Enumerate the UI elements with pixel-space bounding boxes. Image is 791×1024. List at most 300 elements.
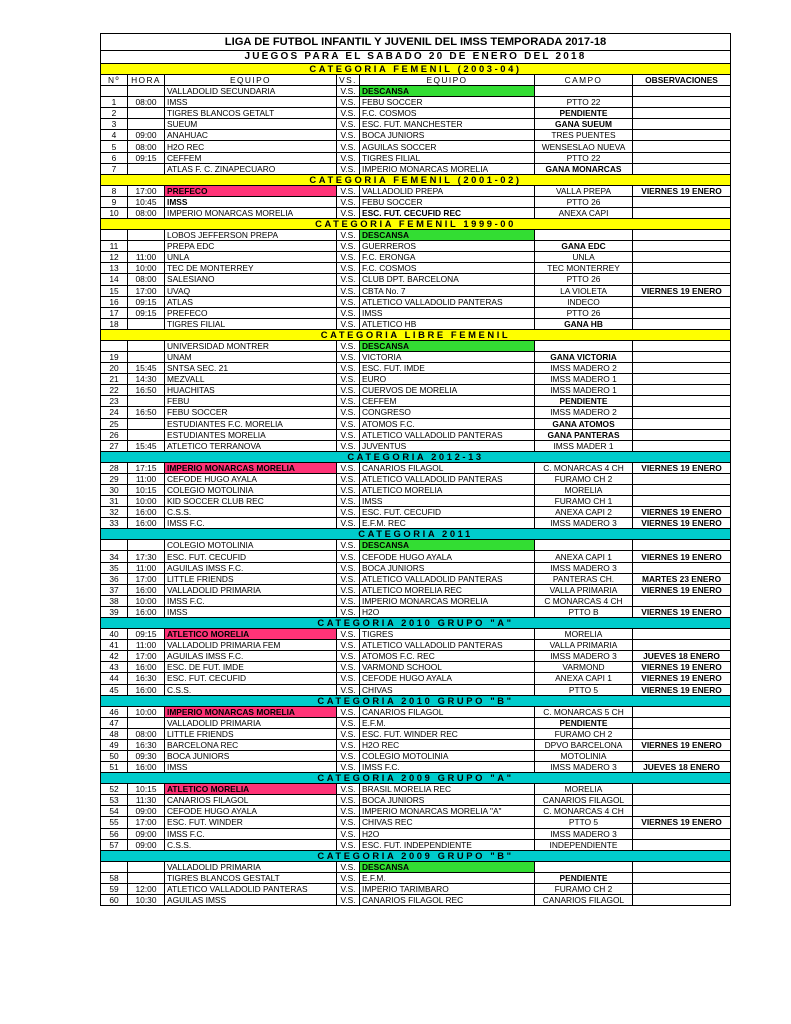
table-row	[101, 507, 731, 518]
observation	[633, 296, 731, 307]
away-team: E.F.M. REC	[360, 518, 535, 529]
home-team: AGUILAS IMSS F.C.	[165, 651, 337, 662]
vs-label: V.S.	[337, 540, 360, 551]
field-name: PANTERAS CH.	[535, 573, 633, 584]
match-number: 28	[101, 462, 128, 473]
home-team: MEZVALL	[165, 374, 337, 385]
away-team: ATLETICO VALLADOLID PANTERAS	[360, 429, 535, 440]
home-team: IMSS F.C.	[165, 518, 337, 529]
observation	[633, 351, 731, 362]
table-row	[101, 241, 731, 252]
match-number: 19	[101, 351, 128, 362]
vs-label: V.S.	[337, 684, 360, 695]
home-team: VALLADOLID SECUNDARIA	[165, 86, 337, 97]
field-name: PTTO 22	[535, 97, 633, 108]
header-hora: HORA	[128, 75, 165, 86]
field-name: IMSS MADERO 2	[535, 407, 633, 418]
table-row	[101, 750, 731, 761]
vs-label: V.S.	[337, 895, 360, 906]
observation	[633, 872, 731, 883]
home-team: UNIVERSIDAD MONTRER	[165, 340, 337, 351]
observation	[633, 429, 731, 440]
vs-label: V.S.	[337, 207, 360, 218]
home-team: CEFODE HUGO AYALA	[165, 806, 337, 817]
vs-label: V.S.	[337, 396, 360, 407]
home-team: TIGRES BLANCOS GESTALT	[165, 872, 337, 883]
table-row	[101, 540, 731, 551]
away-team: CHIVAS REC	[360, 817, 535, 828]
away-team: CEFFEM	[360, 396, 535, 407]
field-name: ANEXA CAPI 2	[535, 507, 633, 518]
away-team: CANARIOS FILAGOL REC	[360, 895, 535, 906]
match-time: 08:00	[128, 274, 165, 285]
observation	[633, 141, 731, 152]
field-name: PTTO B	[535, 606, 633, 617]
field-name: GANA PANTERAS	[535, 429, 633, 440]
match-time: 09:15	[128, 307, 165, 318]
vs-label: V.S.	[337, 828, 360, 839]
home-team: VALLADOLID PRIMARIA	[165, 861, 337, 872]
home-team: ESC. DE FUT. IMDE	[165, 662, 337, 673]
match-number: 23	[101, 396, 128, 407]
away-team: COLEGIO MOTOLINIA	[360, 750, 535, 761]
match-time: 08:00	[128, 97, 165, 108]
match-time: 17:15	[128, 462, 165, 473]
home-team: HUACHITAS	[165, 385, 337, 396]
observation: VIERNES 19 ENERO	[633, 584, 731, 595]
vs-label: V.S.	[337, 263, 360, 274]
match-time: 16:00	[128, 507, 165, 518]
table-row	[101, 196, 731, 207]
table-row	[101, 108, 731, 119]
home-team: BOCA JUNIORS	[165, 750, 337, 761]
table-row	[101, 396, 731, 407]
away-team: ATLETICO VALLADOLID PANTERAS	[360, 473, 535, 484]
observation	[633, 496, 731, 507]
match-time: 16:50	[128, 385, 165, 396]
header-vs: VS.	[337, 75, 360, 86]
table-row	[101, 883, 731, 894]
match-number: 57	[101, 839, 128, 850]
away-team: DESCANSA	[360, 230, 535, 241]
match-number: 31	[101, 496, 128, 507]
home-team: LOBOS JEFFERSON PREPA	[165, 230, 337, 241]
match-number: 51	[101, 762, 128, 773]
away-team: AGUILAS SOCCER	[360, 141, 535, 152]
category-title: CATEGORIA FEMENIL (2003-04)	[101, 64, 731, 75]
observation	[633, 241, 731, 252]
games-date-title: JUEGOS PARA EL SABADO 20 DE ENERO DEL 2018	[101, 51, 731, 64]
field-name: MORELIA	[535, 629, 633, 640]
vs-label: V.S.	[337, 285, 360, 296]
home-team: IMSS	[165, 606, 337, 617]
vs-label: V.S.	[337, 496, 360, 507]
category-row	[101, 329, 731, 340]
category-row	[101, 174, 731, 185]
match-number: 17	[101, 307, 128, 318]
match-number	[101, 86, 128, 97]
table-row	[101, 429, 731, 440]
match-number	[101, 861, 128, 872]
vs-label: V.S.	[337, 385, 360, 396]
observation	[633, 717, 731, 728]
field-name: PTTO 5	[535, 684, 633, 695]
vs-label: V.S.	[337, 795, 360, 806]
match-time: 17:00	[128, 573, 165, 584]
match-number: 36	[101, 573, 128, 584]
home-team: IMSS	[165, 97, 337, 108]
field-name: PTTO 26	[535, 196, 633, 207]
table-row	[101, 340, 731, 351]
category-row	[101, 64, 731, 75]
field-name: FURAMO CH 1	[535, 496, 633, 507]
observation	[633, 839, 731, 850]
observation: VIERNES 19 ENERO	[633, 507, 731, 518]
vs-label: V.S.	[337, 717, 360, 728]
table-row	[101, 418, 731, 429]
category-row	[101, 451, 731, 462]
match-number: 46	[101, 706, 128, 717]
away-team: ESC. FUT. INDEPENDIENTE	[360, 839, 535, 850]
table-row	[101, 728, 731, 739]
observation: VIERNES 19 ENERO	[633, 739, 731, 750]
observation	[633, 152, 731, 163]
vs-label: V.S.	[337, 252, 360, 263]
match-number: 3	[101, 119, 128, 130]
vs-label: V.S.	[337, 141, 360, 152]
away-team: GUERREROS	[360, 241, 535, 252]
header-num: Nº	[101, 75, 128, 86]
away-team: ATOMOS F.C.	[360, 418, 535, 429]
observation	[633, 207, 731, 218]
match-number: 7	[101, 163, 128, 174]
match-number: 27	[101, 440, 128, 451]
column-header-row	[101, 75, 731, 86]
table-row	[101, 374, 731, 385]
category-title: CATEGORIA 2009 GRUPO "B"	[101, 850, 731, 861]
field-name: CANARIOS FILAGOL	[535, 795, 633, 806]
observation	[633, 163, 731, 174]
home-team: KID SOCCER CLUB REC	[165, 496, 337, 507]
match-time: 16:00	[128, 662, 165, 673]
category-row	[101, 618, 731, 629]
vs-label: V.S.	[337, 318, 360, 329]
observation	[633, 274, 731, 285]
home-team: CEFFEM	[165, 152, 337, 163]
match-time	[128, 418, 165, 429]
field-name: ANEXA CAPI	[535, 207, 633, 218]
field-name: MOTOLINIA	[535, 750, 633, 761]
away-team: ATOMOS F.C. REC	[360, 651, 535, 662]
match-time	[128, 351, 165, 362]
match-number: 6	[101, 152, 128, 163]
observation	[633, 750, 731, 761]
home-team: ATLAS F. C. ZINAPECUARO	[165, 163, 337, 174]
table-row	[101, 207, 731, 218]
match-number: 5	[101, 141, 128, 152]
observation	[633, 363, 731, 374]
vs-label: V.S.	[337, 274, 360, 285]
away-team: FEBU SOCCER	[360, 196, 535, 207]
match-time: 09:00	[128, 806, 165, 817]
vs-label: V.S.	[337, 750, 360, 761]
table-row	[101, 385, 731, 396]
home-team: IMPERIO MONARCAS MORELIA	[165, 706, 337, 717]
table-row	[101, 606, 731, 617]
match-time: 10:00	[128, 263, 165, 274]
vs-label: V.S.	[337, 762, 360, 773]
observation	[633, 230, 731, 241]
home-team: TEC DE MONTERREY	[165, 263, 337, 274]
field-name: C. MONARCAS 5 CH	[535, 706, 633, 717]
home-team: ESTUDIANTES F.C. MORELIA	[165, 418, 337, 429]
field-name: FURAMO CH 2	[535, 473, 633, 484]
vs-label: V.S.	[337, 629, 360, 640]
observation	[633, 784, 731, 795]
observation	[633, 86, 731, 97]
league-title: LIGA DE FUTBOL INFANTIL Y JUVENIL DEL IMSS TEMPORADA 2017-18	[101, 34, 731, 51]
observation	[633, 828, 731, 839]
home-team: TIGRES FILIAL	[165, 318, 337, 329]
away-team: BOCA JUNIORS	[360, 562, 535, 573]
field-name: VALLA PRIMARIA	[535, 584, 633, 595]
observation	[633, 629, 731, 640]
away-team: IMSS F.C.	[360, 762, 535, 773]
schedule-body	[101, 34, 731, 906]
observation	[633, 108, 731, 119]
observation: VIERNES 19 ENERO	[633, 185, 731, 196]
match-time: 16:00	[128, 762, 165, 773]
observation	[633, 130, 731, 141]
match-time: 16:00	[128, 584, 165, 595]
home-team: VALLADOLID PRIMARIA	[165, 717, 337, 728]
home-team: IMPERIO MONARCAS MORELIA	[165, 462, 337, 473]
match-number: 48	[101, 728, 128, 739]
observation	[633, 883, 731, 894]
away-team: CEFODE HUGO AYALA	[360, 551, 535, 562]
field-name: IMSS MADERO 1	[535, 385, 633, 396]
home-team: COLEGIO MOTOLINIA	[165, 485, 337, 496]
table-row	[101, 152, 731, 163]
match-time	[128, 396, 165, 407]
vs-label: V.S.	[337, 584, 360, 595]
category-title: CATEGORIA 2011	[101, 529, 731, 540]
table-row	[101, 595, 731, 606]
away-team: ATLETICO VALLADOLID PANTERAS	[360, 573, 535, 584]
match-number: 59	[101, 883, 128, 894]
match-number: 50	[101, 750, 128, 761]
table-row	[101, 185, 731, 196]
field-name: VALLA PREPA	[535, 185, 633, 196]
match-time: 10:00	[128, 496, 165, 507]
match-time: 09:15	[128, 296, 165, 307]
vs-label: V.S.	[337, 518, 360, 529]
match-time	[128, 241, 165, 252]
match-time: 11:30	[128, 795, 165, 806]
field-name: GANA VICTORIA	[535, 351, 633, 362]
away-team: EURO	[360, 374, 535, 385]
field-name: IMSS MADERO 3	[535, 651, 633, 662]
table-row	[101, 351, 731, 362]
field-name: C. MONARCAS 4 CH	[535, 462, 633, 473]
vs-label: V.S.	[337, 185, 360, 196]
table-row	[101, 651, 731, 662]
vs-label: V.S.	[337, 728, 360, 739]
match-time	[128, 108, 165, 119]
category-row	[101, 850, 731, 861]
home-team: ATLETICO MORELIA	[165, 784, 337, 795]
observation	[633, 119, 731, 130]
away-team: IMPERIO MONARCAS MORELIA	[360, 595, 535, 606]
observation	[633, 396, 731, 407]
vs-label: V.S.	[337, 429, 360, 440]
away-team: ESC. FUT. CECUFID REC	[360, 207, 535, 218]
match-number: 30	[101, 485, 128, 496]
observation	[633, 706, 731, 717]
away-team: ESC. FUT. MANCHESTER	[360, 119, 535, 130]
vs-label: V.S.	[337, 883, 360, 894]
vs-label: V.S.	[337, 595, 360, 606]
vs-label: V.S.	[337, 363, 360, 374]
home-team: VALLADOLID PRIMARIA	[165, 584, 337, 595]
away-team: H2O	[360, 606, 535, 617]
away-team: VALLADOLID PREPA	[360, 185, 535, 196]
field-name: IMSS MADERO 3	[535, 828, 633, 839]
observation: VIERNES 19 ENERO	[633, 518, 731, 529]
table-row	[101, 141, 731, 152]
table-row	[101, 895, 731, 906]
table-row	[101, 629, 731, 640]
field-name: PTTO 22	[535, 152, 633, 163]
category-row	[101, 529, 731, 540]
field-name: TRES PUENTES	[535, 130, 633, 141]
observation: VIERNES 19 ENERO	[633, 662, 731, 673]
away-team: CUERVOS DE MORELIA	[360, 385, 535, 396]
match-number: 33	[101, 518, 128, 529]
field-name: IMSS MADERO 1	[535, 374, 633, 385]
home-team: ATLETICO TERRANOVA	[165, 440, 337, 451]
vs-label: V.S.	[337, 152, 360, 163]
match-number: 47	[101, 717, 128, 728]
home-team: ATLETICO MORELIA	[165, 629, 337, 640]
schedule-sheet	[100, 33, 730, 906]
field-name: FURAMO CH 2	[535, 883, 633, 894]
table-row	[101, 163, 731, 174]
away-team: ATLETICO MORELIA REC	[360, 584, 535, 595]
vs-label: V.S.	[337, 130, 360, 141]
match-time: 09:00	[128, 839, 165, 850]
table-row	[101, 230, 731, 241]
vs-label: V.S.	[337, 806, 360, 817]
category-title: CATEGORIA 2012-13	[101, 451, 731, 462]
match-number: 2	[101, 108, 128, 119]
vs-label: V.S.	[337, 739, 360, 750]
table-row	[101, 839, 731, 850]
match-time: 09:15	[128, 152, 165, 163]
match-time: 08:00	[128, 728, 165, 739]
vs-label: V.S.	[337, 872, 360, 883]
away-team: CBTA No. 7	[360, 285, 535, 296]
table-row	[101, 307, 731, 318]
home-team: FEBU	[165, 396, 337, 407]
vs-label: V.S.	[337, 196, 360, 207]
away-team: ESC. FUT. CECUFID	[360, 507, 535, 518]
away-team: TIGRES FILIAL	[360, 152, 535, 163]
match-time: 17:00	[128, 817, 165, 828]
field-name	[535, 230, 633, 241]
home-team: COLEGIO MOTOLINIA	[165, 540, 337, 551]
vs-label: V.S.	[337, 507, 360, 518]
match-number: 13	[101, 263, 128, 274]
observation	[633, 97, 731, 108]
match-number: 14	[101, 274, 128, 285]
match-number: 45	[101, 684, 128, 695]
field-name: GANA MONARCAS	[535, 163, 633, 174]
vs-label: V.S.	[337, 296, 360, 307]
match-number: 21	[101, 374, 128, 385]
field-name: TEC MONTERREY	[535, 263, 633, 274]
home-team: C.S.S.	[165, 839, 337, 850]
table-row	[101, 684, 731, 695]
field-name: C MONARCAS 4 CH	[535, 595, 633, 606]
field-name: GANA ATOMOS	[535, 418, 633, 429]
match-time	[128, 318, 165, 329]
away-team: F.C. COSMOS	[360, 263, 535, 274]
table-row	[101, 462, 731, 473]
away-team: CANARIOS FILAGOL	[360, 706, 535, 717]
category-title: CATEGORIA LIBRE FEMENIL	[101, 329, 731, 340]
field-name: PENDIENTE	[535, 872, 633, 883]
field-name: PTTO 26	[535, 307, 633, 318]
home-team: PREFECO	[165, 185, 337, 196]
category-row	[101, 219, 731, 230]
table-row	[101, 762, 731, 773]
category-title: CATEGORIA FEMENIL (2001-02)	[101, 174, 731, 185]
home-team: SUEUM	[165, 119, 337, 130]
observation	[633, 595, 731, 606]
away-team: CLUB DPT. BARCELONA	[360, 274, 535, 285]
match-time: 15:45	[128, 440, 165, 451]
away-team: ATLETICO VALLADOLID PANTERAS	[360, 640, 535, 651]
away-team: H2O	[360, 828, 535, 839]
away-team: CONGRESO	[360, 407, 535, 418]
home-team: ATLETICO VALLADOLID PANTERAS	[165, 883, 337, 894]
match-time	[128, 717, 165, 728]
home-team: CEFODE HUGO AYALA	[165, 473, 337, 484]
observation	[633, 340, 731, 351]
away-team: IMSS	[360, 496, 535, 507]
home-team: UVAQ	[165, 285, 337, 296]
home-team: LITTLE FRIENDS	[165, 728, 337, 739]
vs-label: V.S.	[337, 86, 360, 97]
table-row	[101, 673, 731, 684]
home-team: AGUILAS IMSS F.C.	[165, 562, 337, 573]
field-name: PENDIENTE	[535, 717, 633, 728]
home-team: H2O REC	[165, 141, 337, 152]
home-team: IMSS F.C.	[165, 828, 337, 839]
match-number: 53	[101, 795, 128, 806]
table-row	[101, 662, 731, 673]
field-name	[535, 340, 633, 351]
match-number: 29	[101, 473, 128, 484]
field-name: WENSESLAO NUEVA	[535, 141, 633, 152]
match-time: 09:30	[128, 750, 165, 761]
match-number: 35	[101, 562, 128, 573]
observation	[633, 440, 731, 451]
home-team: ESC. FUT. WINDER	[165, 817, 337, 828]
match-number: 10	[101, 207, 128, 218]
observation: VIERNES 19 ENERO	[633, 817, 731, 828]
